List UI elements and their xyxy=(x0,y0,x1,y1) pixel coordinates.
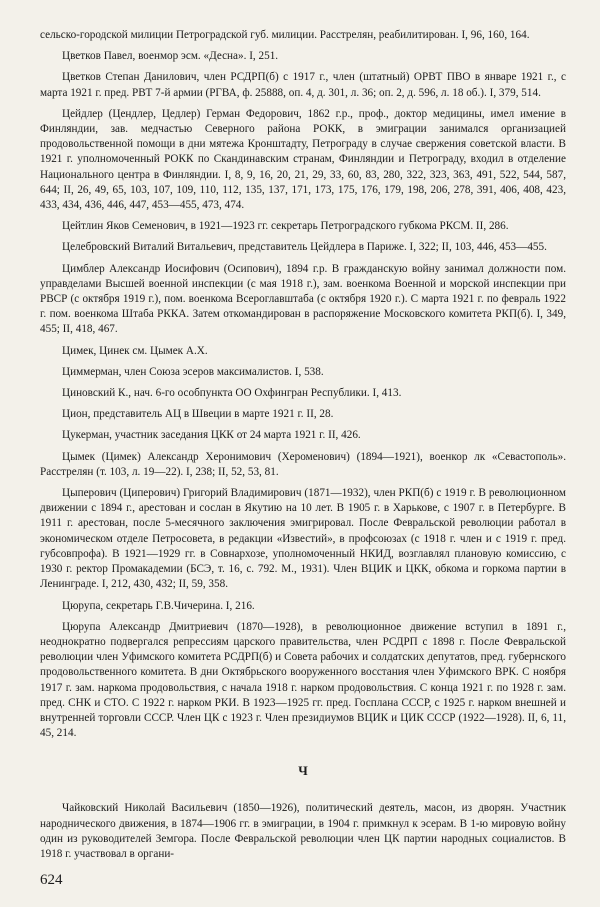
index-entry: Цымек (Цимек) Александр Херонимович (Хероменович) (1894—1921), военкор лк «Севастополь». Расстрелян (т. 103, л. 19—22). I, 238; II, 52, 53, 81. xyxy=(40,450,566,478)
index-entry: Цион, представитель АЦ в Швеции в марте 1921 г. II, 28. xyxy=(62,408,334,421)
index-entry: Цветков Степан Данилович, член РСДРП(б) с 1917 г., член (штатный) ОРВТ ПВО в январе 1921 г., с марта 1921 г. пред. РВТ 7-й армии (РГВА, ф. 25888, оп. 4, д. 301, л. 36; оп. 2, д. 596, л. 18 об.). I, 379, 514. xyxy=(40,71,566,99)
index-entry: Цветков Павел, военмор эсм. «Десна». I, 251. xyxy=(62,50,279,63)
index-entry: Чайковский Николай Васильевич (1850—1926), политический деятель, масон, из дворян. Участник народнического движения, в 1874—1906 гг. в эмиграции, в 1904 г. примкнул к эсерам. В 1-ю мировую войну один из руководителей Земгора. После Февральской революции член ЦК партии народных социалистов. В 1918 г. участвовал в органи- xyxy=(40,802,566,860)
section-letter-heading: Ч xyxy=(298,763,308,779)
index-entry: Цукерман, участник заседания ЦКК от 24 марта 1921 г. II, 426. xyxy=(62,429,361,442)
index-entry: Циммерман, член Союза эсеров максималистов. I, 538. xyxy=(62,365,324,378)
index-entry: Цюрупа Александр Дмитриевич (1870—1928), в революционное движение вступил в 1891 г., неоднократно подвергался репрессиям царского правительства, член РСДРП с 1898 г. После Февральской революции член Уфимского комитета РСДРП(б) и Совета рабочих и солдатских депутатов, пред. губернского продовольственного комитета. В дни Октябрьского вооруженного восстания член Уфимского ВРК. С ноября 1917 г. зам. наркома продовольствия, с начала 1918 г. нарком продовольствия. С конца 1921 г. по 1928 г. зам. пред. СНК и СТО. С 1922 г. нарком РКИ. В 1923—1925 гг. пред. Госплана СССР, с 1925 г. нарком внешней и внутренней торговли СССР. Член ЦК с 1923 г. Член президиумов ВЦИК и ЦИК СССР (1922—1928). II, 6, 11, 45, 214. xyxy=(40,620,566,740)
index-entry: Цейдлер (Цендлер, Цедлер) Герман Федорович, 1862 г.р., проф., доктор медицины, имел имение в Финляндии, зав. медчастью Северного района РОКК, в эмиграции занимался организацией продовольственной помощи в дни мятежа Кронштадту, Петрограду в случае свержения советской власти. В 1921 г. уполномоченный РОКК по Скандинавским странам, Финляндии и Петрограду, входил в отделение Национального центра в Финляндии. I, 8, 9, 16, 20, 21, 29, 33, 60, 83, 280, 322, 323, 363, 491, 522, 544, 587, 644; II, 26, 49, 65, 103, 107, 109, 110, 112, 135, 137, 171, 173, 175, 176, 179, 198, 206, 278, 391, 406, 408, 423, 433, 434, 436, 446, 447, 453—455, 473, 474. xyxy=(40,107,566,212)
index-entry: Циновский К., нач. 6-го особпункта ОО Охфингран Республики. I, 413. xyxy=(62,387,402,400)
index-entry: Целебровский Виталий Витальевич, представитель Цейдлера в Париже. I, 322; II, 103, 446, 453—455. xyxy=(62,241,547,254)
index-entry: Цюрупа, секретарь Г.В.Чичерина. I, 216. xyxy=(62,599,255,612)
index-entry: Цимек, Цинек см. Цымек А.Х. xyxy=(62,344,208,357)
index-entry: сельско-городской милиции Петроградской губ. милиции. Расстрелян, реабилитирован. I, 96, 160, 164. xyxy=(40,29,530,41)
index-entry: Цимблер Александр Иосифович (Осипович), 1894 г.р. В гражданскую войну занимал должности пом. управделами Высшей военной инспекции (с мая 1918 г.), зам. военкома Военной и морской инспекции при РВСР (с октября 1919 г.), пом. военкома Всероглавштаба (с октября 1920 г.). С марта 1921 г. по февраль 1922 г. пом. военкома Штаба РККА. Затем откомандирован в распоряжение Московского комитета РКП(б). I, 349, 455; II, 418, 467. xyxy=(40,262,566,336)
index-entry: Цейтлин Яков Семенович, в 1921—1923 гг. секретарь Петроградского губкома РКСМ. II, 286. xyxy=(62,220,509,233)
index-entry: Цыперович (Циперович) Григорий Владимирович (1871—1932), член РКП(б) с 1919 г. В революционном движении с 1894 г., арестован и сослан в Якутию на 10 лет. В 1905 г. в Харькове, с 1907 г. в Петербурге. В 1911 г. арестован, после 5-месячного заключения эмигрировал. После Февральской революции работал в экономическом отделе Петросовета, в редакции «Известий», в профсоюзах (с 1918 г. член и с 1919 г. пред. губсовпрофа). В 1921—1929 гг. в Совнархозе, уполномоченный НКИД, возглавлял плановую комиссию, с 1930 г. ректор Промакадемии (БСЭ, т. 16, с. 792. М., 1931). Член ВЦИК и ЦКК, обкома и горкома партии в Ленинграде. I, 212, 430, 432; II, 59, 358. xyxy=(40,487,566,591)
page-number: 624 xyxy=(40,872,63,888)
